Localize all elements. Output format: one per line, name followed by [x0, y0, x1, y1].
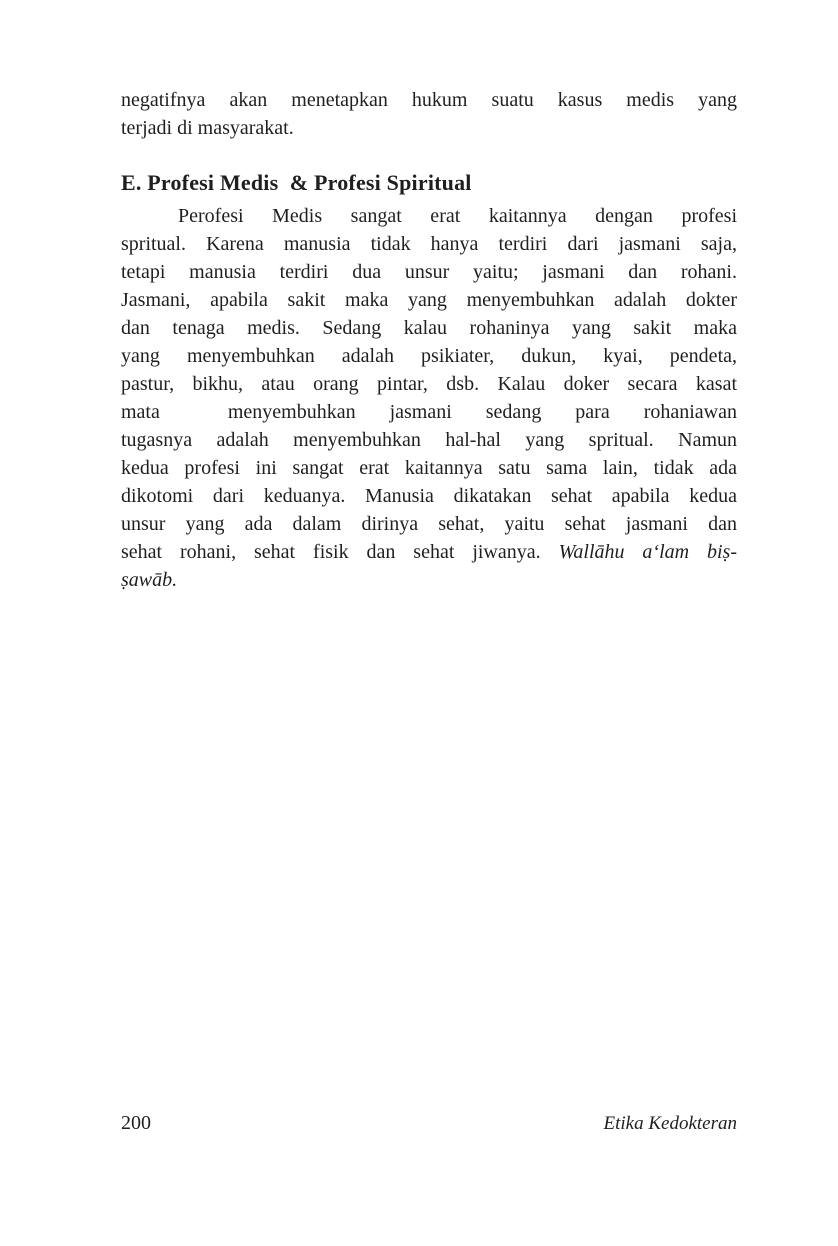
page-number: 200 — [121, 1112, 151, 1134]
text-line: dan tenaga medis. Sedang kalau rohaninya yang sakit maka — [121, 317, 737, 339]
text-line: unsur yang ada dalam dirinya sehat, yaitu sehat jasmani dan — [121, 513, 737, 535]
text-line: dikotomi dari keduanya. Manusia dikatakan sehat apabila kedua — [121, 485, 737, 507]
text-line: Perofesi Medis sangat erat kaitannya dengan profesi — [178, 205, 737, 227]
text-line — [121, 566, 737, 594]
text-line: terjadi di masyarakat. — [121, 117, 294, 139]
page-footer — [121, 1112, 737, 1135]
text-line: pastur, bikhu, atau orang pintar, dsb. Kalau doker secara kasat — [121, 373, 737, 395]
text-run-italic: Wallāhu a‘lam biṣ- — [558, 541, 737, 563]
page-content — [121, 86, 737, 594]
text-run-italic: ṣawāb. — [121, 569, 178, 591]
text-line: tugasnya adalah menyembuhkan hal-hal yang spritual. Namun — [121, 429, 737, 451]
text-line: Jasmani, apabila sakit maka yang menyembuhkan adalah dokter — [121, 289, 737, 311]
text-line: kedua profesi ini sangat erat kaitannya satu sama lain, tidak ada — [121, 457, 737, 479]
section-paragraph — [121, 202, 737, 594]
text-line: tetapi manusia terdiri dua unsur yaitu; jasmani dan rohani. — [121, 261, 737, 283]
paragraph-continuation — [121, 86, 737, 142]
text-line: yang menyembuhkan adalah psikiater, dukun, kyai, pendeta, — [121, 345, 737, 367]
text-line: mata menyembuhkan jasmani sedang para rohaniawan — [121, 401, 737, 423]
text-line-mixed — [121, 538, 737, 566]
running-title: Etika Kedokteran — [603, 1113, 737, 1134]
text-line: spritual. Karena manusia tidak hanya terdiri dari jasmani saja, — [121, 233, 737, 255]
text-run-normal: sehat rohani, sehat fisik dan sehat jiwanya. — [121, 541, 541, 563]
section-heading: E. Profesi Medis & Profesi Spiritual — [121, 170, 472, 195]
text-line: negatifnya akan menetapkan hukum suatu kasus medis yang — [121, 89, 737, 111]
